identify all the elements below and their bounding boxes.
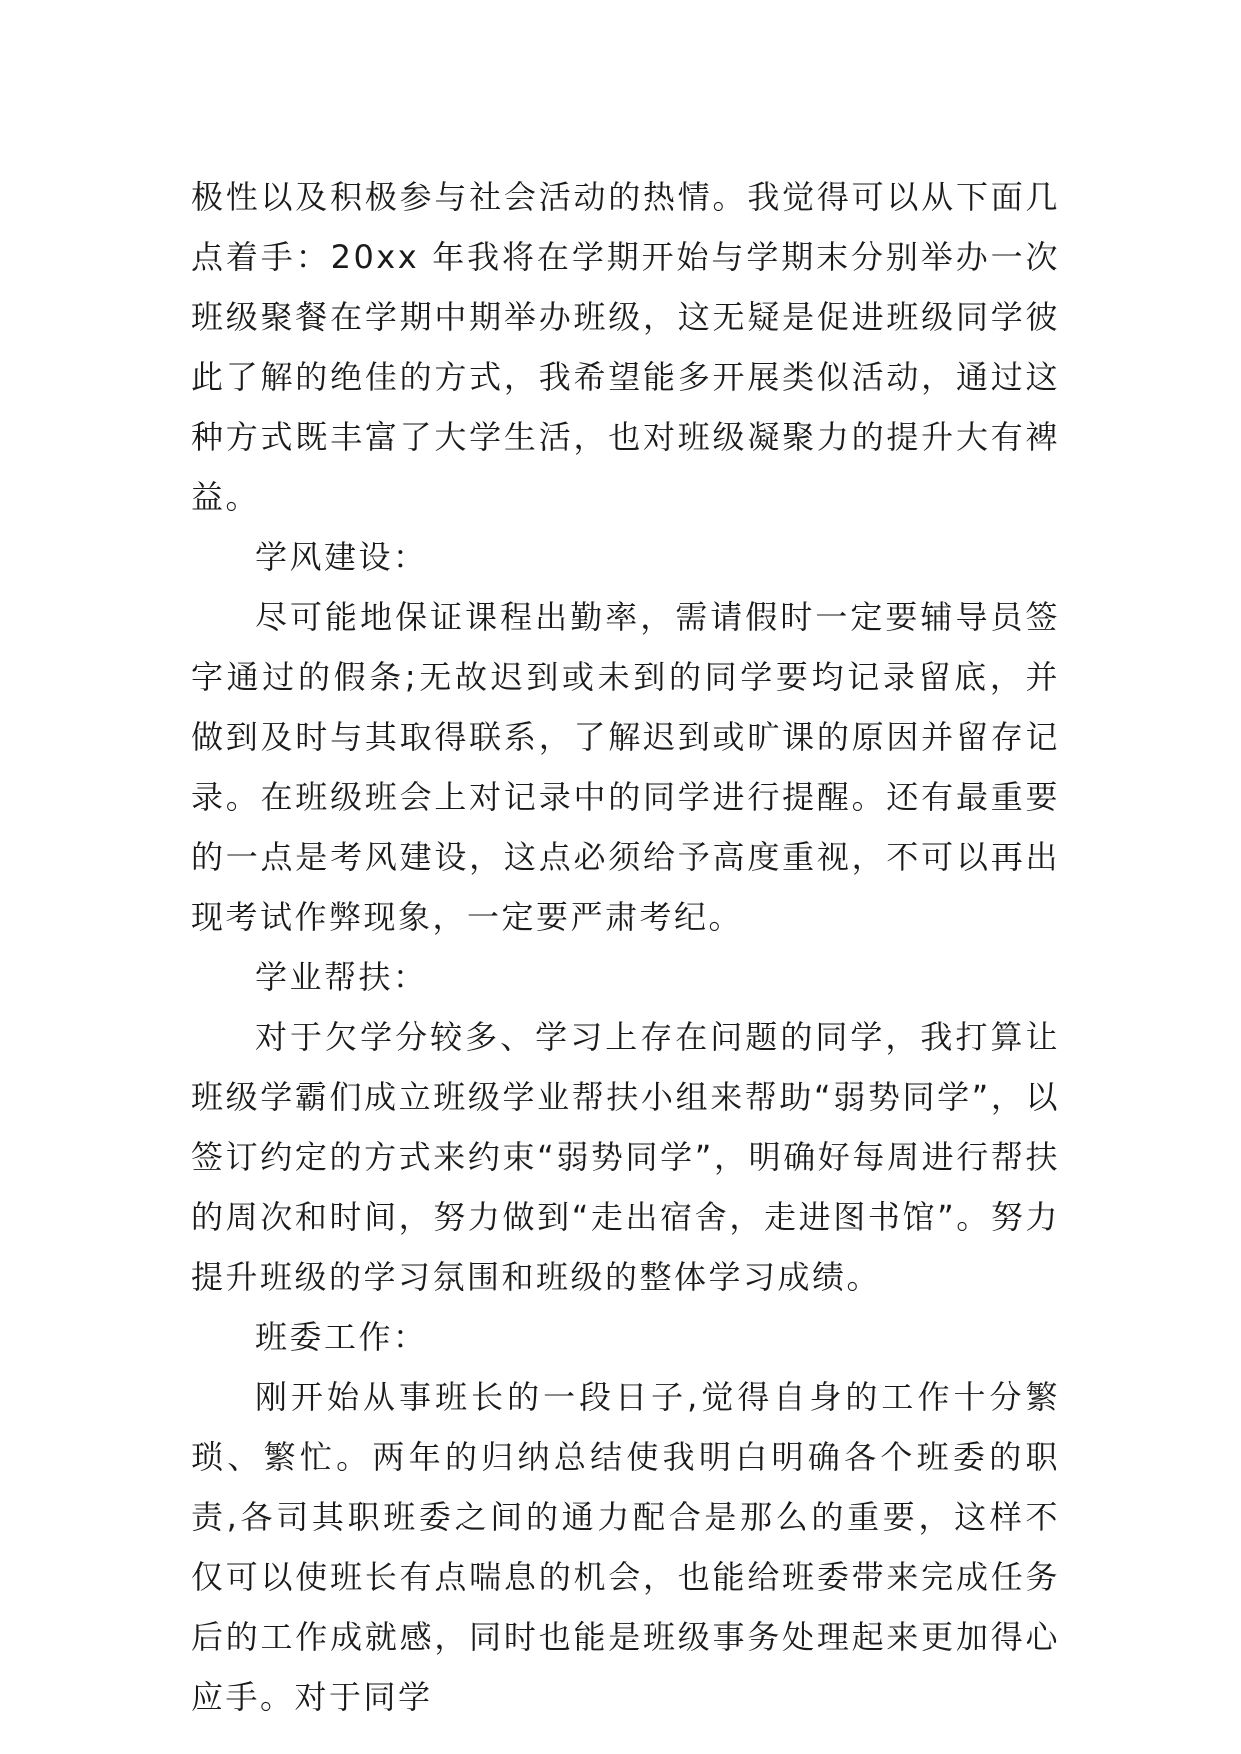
paragraph-study-style: 尽可能地保证课程出勤率，需请假时一定要辅导员签字通过的假条;无故迟到或未到的同学要均记录留底，并做到及时与其取得联系，了解迟到或旷课的原因并留存记录。在班级班会上对记录中的同学进行提醒。还有最重要的一点是考风建设，这点必须给予高度重视，不可以再出现考试作弊现象，一定要严肃考纪。 <box>191 598 1060 936</box>
paragraph-academic-support: 对于欠学分较多、学习上存在问题的同学，我打算让班级学霸们成立班级学业帮扶小组来帮助“弱势同学”，以签订约定的方式来约束“弱势同学”，明确好每周进行帮扶的周次和时间，努力做到“走出宿舍，走进图书馆”。努力提升班级的学习氛围和班级的整体学习成绩。 <box>191 1018 1060 1296</box>
section-heading-academic-support: 学业帮扶： <box>255 958 428 996</box>
section-heading-study-style: 学风建设： <box>255 538 428 576</box>
document-body <box>191 167 1060 1727</box>
paragraph-continuation: 极性以及积极参与社会活动的热情。我觉得可以从下面几点着手：20xx 年我将在学期开始与学期末分别举办一次班级聚餐在学期中期举办班级，这无疑是促进班级同学彼此了解的绝佳的方式，我希望能多开展类似活动，通过这种方式既丰富了大学生活，也对班级凝聚力的提升大有裨益。 <box>191 178 1060 516</box>
section-heading-class-committee: 班委工作： <box>255 1318 428 1356</box>
paragraph-class-committee: 刚开始从事班长的一段日子,觉得自身的工作十分繁琐、繁忙。两年的归纳总结使我明白明确各个班委的职责,各司其职班委之间的通力配合是那么的重要，这样不仅可以使班长有点喘息的机会，也能给班委带来完成任务后的工作成就感，同时也能是班级事务处理起来更加得心应手。对于同学 <box>191 1378 1060 1716</box>
